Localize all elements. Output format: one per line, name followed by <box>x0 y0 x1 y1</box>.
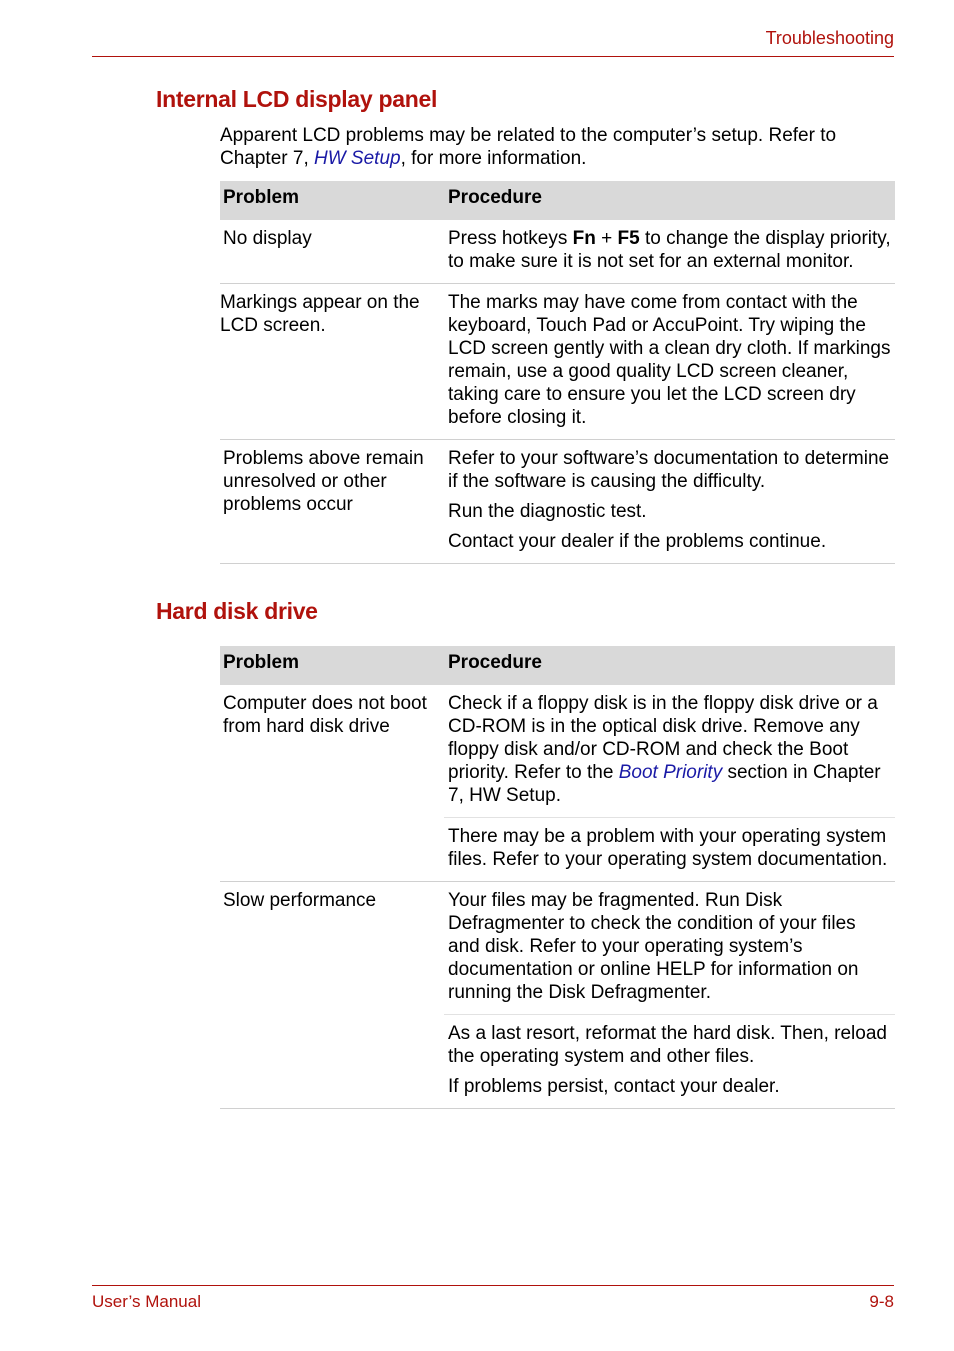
problem-cell: Markings appear on the LCD screen. <box>220 284 444 440</box>
column-header-procedure: Procedure <box>444 646 895 685</box>
lcd-intro <box>220 124 890 170</box>
procedure-cell <box>444 220 895 284</box>
table-row <box>220 440 895 564</box>
hotkey-fn: Fn <box>572 228 596 249</box>
problem-cell: Problems above remain unresolved or other problems occur <box>220 440 444 564</box>
lcd-table <box>220 181 895 564</box>
section-title-hdd: Hard disk drive <box>156 598 318 624</box>
column-header-problem: Problem <box>220 181 444 220</box>
plus-text: + <box>595 228 618 249</box>
procedure-text: Press hotkeys <box>448 228 573 249</box>
table-header-row <box>220 646 895 685</box>
procedure-text: Check if a floppy disk is in the floppy disk drive or a CD-ROM is in the optical disk drive. Remove any floppy disk and/or CD-ROM and check the Boot priority. Refer to the <box>448 693 878 783</box>
table-row <box>220 220 895 284</box>
table-row <box>220 685 895 818</box>
hw-setup-link[interactable]: HW Setup <box>314 148 401 169</box>
procedure-cell <box>444 1015 895 1109</box>
running-header: Troubleshooting <box>765 28 894 48</box>
procedure-text-end: to change the display priority, to make sure it is not set for an external monitor. <box>448 228 891 272</box>
lcd-intro-text: Apparent LCD problems may be related to the computer’s setup. Refer to Chapter 7, <box>220 125 837 169</box>
table-header-row <box>220 181 895 220</box>
procedure-cell: There may be a problem with your operating system files. Refer to your operating system documentation. <box>444 818 895 882</box>
problem-cell: No display <box>220 220 444 284</box>
procedure-paragraph: As a last resort, reformat the hard disk. Then, reload the operating system and other files. <box>448 1023 887 1067</box>
section-title-lcd: Internal LCD display panel <box>156 86 438 112</box>
column-header-problem: Problem <box>220 646 444 685</box>
procedure-paragraph: If problems persist, contact your dealer. <box>448 1076 780 1097</box>
procedure-paragraph: Contact your dealer if the problems continue. <box>448 531 827 552</box>
procedure-cell <box>444 685 895 818</box>
procedure-text-end: section in Chapter 7, HW Setup. <box>448 762 881 806</box>
lcd-intro-text-end: , for more information. <box>400 148 587 169</box>
procedure-cell: The marks may have come from contact with the keyboard, Touch Pad or AccuPoint. Try wiping the LCD screen gently with a clean dry cloth. If markings remain, use a good quality LCD screen cleaner, taking care to ensure you let the LCD screen dry before closing it. <box>444 284 895 440</box>
boot-priority-link[interactable]: Boot Priority <box>618 762 723 783</box>
table-row <box>220 882 895 1015</box>
hotkey-f5: F5 <box>617 228 640 249</box>
footer-rule <box>92 1285 894 1286</box>
hdd-table <box>220 646 895 1109</box>
column-header-procedure: Procedure <box>444 181 895 220</box>
procedure-cell: Your files may be fragmented. Run Disk Defragmenter to check the condition of your files and disk. Refer to your operating system’s documentation or online HELP for information on running the Disk Defragmenter. <box>444 882 895 1015</box>
page-number: 9-8 <box>869 1292 894 1311</box>
header-rule <box>92 56 894 57</box>
problem-cell: Slow performance <box>220 882 444 1109</box>
footer-manual-title: User’s Manual <box>92 1292 201 1311</box>
procedure-cell <box>444 440 895 564</box>
procedure-paragraph: Run the diagnostic test. <box>448 501 647 522</box>
procedure-paragraph: Refer to your software’s documentation to determine if the software is causing the difficulty. <box>448 448 890 492</box>
table-row <box>220 284 895 440</box>
problem-cell: Computer does not boot from hard disk drive <box>220 685 444 882</box>
